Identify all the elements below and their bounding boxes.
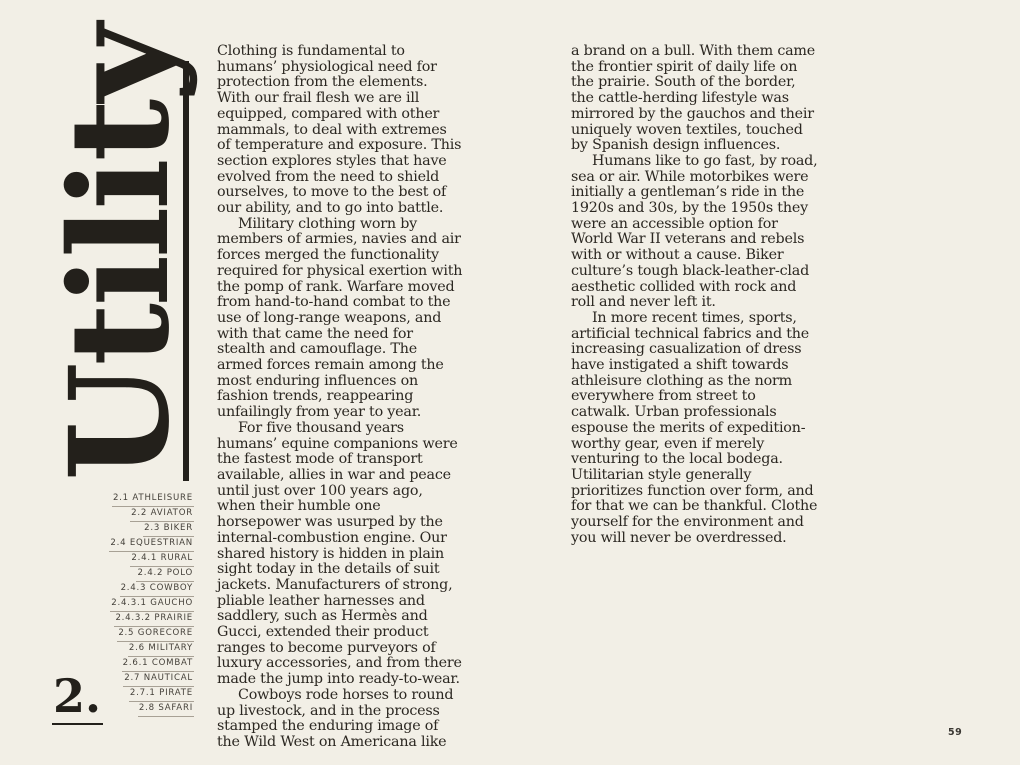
- chapter-number: 2.: [53, 669, 102, 723]
- toc-item-biker: 2.3 BIKER: [143, 524, 194, 537]
- toc-item-aviator: 2.2 AVIATOR: [130, 509, 194, 522]
- paragraph: Cowboys rode horses to round up livestock, and in the process stamped the enduring image of the Wild West on Americana like: [217, 686, 454, 750]
- text-column-2: [571, 44, 818, 547]
- toc-item-military: 2.6 MILITARY: [128, 644, 194, 657]
- toc-item-combat: 2.6.1 COMBAT: [122, 659, 194, 672]
- toc-item-rural: 2.4.1 RURAL: [130, 554, 194, 567]
- toc-item-polo: 2.4.2 POLO: [136, 569, 194, 582]
- page-number: 59: [948, 727, 963, 738]
- toc-item-gorecore: 2.5 GORECORE: [117, 629, 194, 642]
- paragraph: In more recent times, sports, artificial technical fabrics and the increasing casualization of dress have instigated a shift towards athleisure clothing as the norm everywhere from street to catwalk. Urban professionals espouse the merits of expedition-worthy gear, even if merely venturing to the local bodega. Utilitarian style generally prioritizes function over form, and for that we can be thankful. Clothe yourself for the environment and you will never be overdressed.: [571, 309, 818, 546]
- paragraph: Clothing is fundamental to humans’ physiological need for protection from the elements. With our frail flesh we are ill equipped, compared with other mammals, to deal with extremes of temperature and exposure. This section explores styles that have evolved from the need to shield ourselves, to move to the best of our ability, and to go into battle.: [217, 43, 462, 217]
- toc-item-prairie: 2.4.3.2 PRAIRIE: [114, 614, 194, 627]
- toc-item-gaucho: 2.4.3.1 GAUCHO: [110, 599, 194, 612]
- toc-item-athleisure: 2.1 ATHLEISURE: [112, 494, 194, 507]
- paragraph: Military clothing worn by members of armies, navies and air forces merged the functionality required for physical exertion with the pomp of rank. Warfare moved from hand-to-hand combat to the use of long-range weapons, and with that came the need for stealth and camouflage. The armed forces remain among the most enduring influences on fashion trends, reappearing unfailingly from year to year.: [217, 215, 463, 421]
- paragraph: For five thousand years humans’ equine companions were the fastest mode of transport available, allies in war and peace until just over 100 years ago, when their humble one horsepower was usurped by the internal-combustion engine. Our shared history is hidden in plain sight today in the details of suit jackets. Manufacturers of strong, pliable leather harnesses and saddlery, such as Hermès and Gucci, extended their product ranges to become purveyors of luxury accessories, and from there made the jump into ready-to-wear.: [217, 419, 462, 688]
- toc-item-cowboy: 2.4.3 COWBOY: [120, 584, 194, 597]
- chapter-toc: [109, 494, 194, 719]
- toc-item-nautical: 2.7 NAUTICAL: [123, 674, 194, 687]
- toc-item-pirate: 2.7.1 PIRATE: [129, 689, 194, 702]
- chapter-title-vertical: Utility: [40, 26, 200, 481]
- toc-item-equestrian: 2.4 EQUESTRIAN: [109, 539, 194, 552]
- paragraph: Humans like to go fast, by road, sea or air. While motorbikes were initially a gentleman’s ride in the 1920s and 30s, by the 1950s they were an accessible option for World War II veterans and rebels with or without a cause. Biker culture’s tough black-leather-clad aesthetic collided with rock and roll and never left it.: [571, 152, 818, 311]
- text-column-1: [217, 44, 464, 751]
- toc-item-safari: 2.8 SAFARI: [138, 704, 194, 717]
- paragraph: a brand on a bull. With them came the frontier spirit of daily life on the prairie. South of the border, the cattle-herding lifestyle was mirrored by the gauchos and their uniquely woven textiles, touched by Spanish design influences.: [571, 43, 816, 154]
